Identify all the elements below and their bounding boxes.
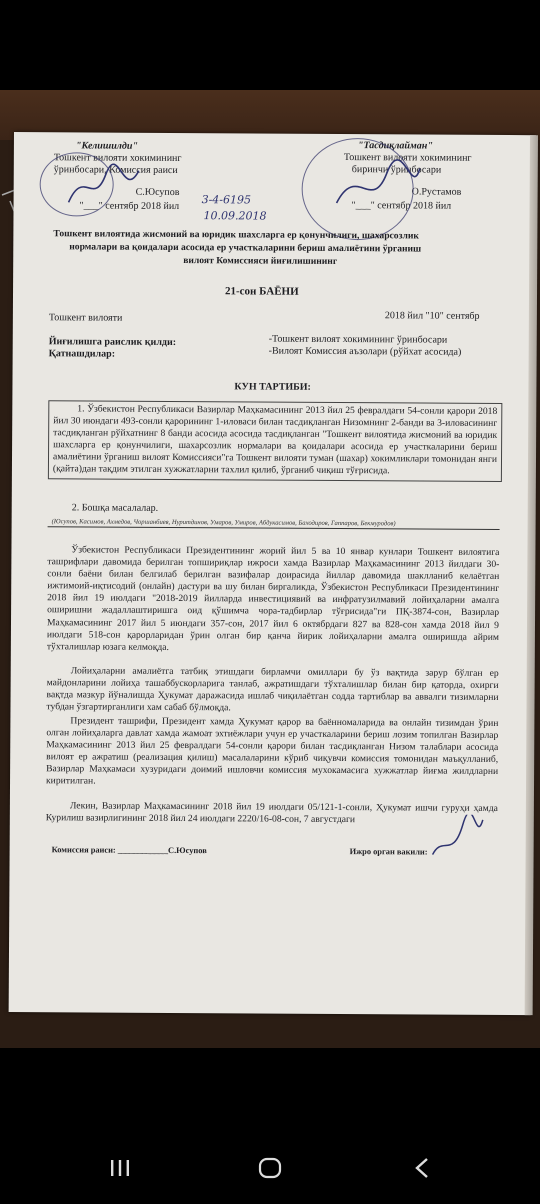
footer-chair: Комиссия раиси: ____________С.Юсупов [51,845,207,856]
home-icon [258,1157,282,1179]
recents-icon [109,1158,131,1178]
agenda-item-1: 1. Ўзбекистон Республикаси Вазирлар Маҳкамасининг 2013 йил 25 февралдаги 54-сонли қарори 2018 йил 30 июндаги 493-сонли қарорининг 1-иловаси билан тасдиқланган Низомнинг 2-банди ва 3-иловасининг тасдиқланган рўйхатнинг 8 банди асосида асосида тасдиқланган "Тошкент вилоятида жисмоний ва юридик шахсларга ер қонунчилиги, шахарсозлик нормалари ва қоидалари асосида ер участкаларини бериш амалиётини ўрганиш вилоят Комиссияси"га Тошкент вилояти туман (шахар) хокимликлари томонидан янги (қайта)дан тақдим этилган хужжатларни тахлил қилиб, ўрганиб чиқиш тўғрисида. [48,400,502,481]
left-approval-title: "Келишилди" [75,140,139,152]
footer-executor: Ижро орган вакили: [349,847,428,857]
right-approval-line1: Тошкент вилояти хокимининг [343,152,472,164]
left-approval-line2: ўринбосари, Комиссия раиси [53,164,178,177]
handwritten-number: 3-4-6195 [201,193,252,207]
right-approval-title: "Тасдиқлайман" [357,140,433,152]
right-approval-line2: биринчи ўринбосари [351,164,442,176]
place: Тошкент вилояти [48,312,123,324]
right-approval-date: "___" сентябр 2018 йил [351,200,452,212]
chair-value: -Тошкент вилоят хокимининг ўринбосари [268,333,448,346]
agenda-heading: КУН ТАРТИБИ: [234,381,311,393]
paper-sheet [9,132,536,1015]
recents-button[interactable] [100,1148,140,1188]
doc-title-line2: нормалари ва қоидалари асосида ер участкаларини бериш амалиётини ўрганиш [69,241,422,255]
handwritten-date: 10.09.2018 [203,209,267,223]
back-icon [414,1157,430,1179]
navigation-bar [0,1130,540,1204]
right-approval-signer: О.Рустамов [411,186,462,198]
agenda-item-2: 2. Бошқа масалалар. [71,502,159,514]
right-signature [331,158,421,219]
left-approval-signer: С.Юсупов [135,186,180,199]
home-button[interactable] [250,1148,290,1188]
left-signature [64,162,144,212]
document-photo [0,90,540,1048]
doc-date: 2018 йил "10" сентябр [384,310,480,322]
back-button[interactable] [402,1148,442,1188]
participants-value: -Вилоят Комиссия аъзолари (рўйхат асосида) [268,345,462,358]
chair-label: Йиғилишга раислик қилди: [48,336,177,348]
protocol-number: 21-сон БАЁНИ [224,285,299,298]
left-approval-line1: Тошкент вилояти хокимининг [53,152,182,165]
agenda-names: (Юсупов, Касимов, Ахмедов, Чоршанбиев, Нуритдинов, Умаров, Умиров, Абдукасимов, Баходиров, Гаппаров, Бекмуродов) [51,518,396,528]
body-paragraph-3: Президент ташрифи, Президент хамда Ҳукумат қарор ва баённомаларида ва онлайн тизимдан ўрин олган лойиҳаларга давлат хамда жамоат эхтиёжлари учун ер участкаларини бериш лозим топилган Вазирлар Маҳкамасининг 2013 йил 25 февралдаги 54-сонли қарори билан тасдиқланган Низом талаблари асосида вилоят ер ажратиш (реализация қилиш) масалаларини кўриб чиқувчи комиссия томонидан маъқулланиб, Вазирлар Маҳкамаси хузуридаги доимий ишловчи комиссия мухокамасига хужжатлар йиғма жилдларни киритилган. [46,715,499,787]
doc-title-line1: Тошкент вилоятида жисмоний ва юридик шахсларга ер қонунчилиги, шахарсозлик [53,228,419,242]
participants-label: Қатнашдилар: [48,348,116,360]
footer-signature [428,815,488,865]
paper-edge [525,135,538,1015]
doc-title-line3: вилоят Комиссияси йиғилишининг [183,255,338,267]
body-paragraph-4: Лекин, Вазирлар Маҳкамасининг 2018 йил 19 июлдаги 05/121-1-сонли, Ҳукумат ишчи гуруҳи ҳамда Курилиш вазирлигининг 2018 йил 24 июлдаги 2220/16-08-сон, 7 августдаги [45,800,498,826]
left-approval-date: "___" сентябр 2018 йил [79,200,180,213]
body-paragraph-2: Лойиҳаларни амалиётга татбиқ этишдаги бирламчи омиллари бу ўз вақтида зарур бўлган ер майдонларини лойиҳа ташаббускорларига танлаб, ажратишдаги тўхталишлар билан бир қаторда, охирги вақтда мазкур йўналишда Ҳукумат даражасида ишлаб чиқилаётган содда тартиблар ва аввалги тизимларни тубдан ўзгартирганлиги хам сабаб бўлмоқда. [46,665,499,714]
body-paragraph-1: Ўзбекистон Республикаси Президентининг жорий йил 5 ва 10 январ кунлари Тошкент вилоятига ташрифлари давомида берилган топшириқлар ижроси хамда Вазирлар Маҳкамасининг 2013 йилдаги 30-сонли баёни билан белгилаб берилган вазифалар доирасида йиллар давомида шаклланиб келаётган ижтимоий-иқтисодий (онлайн) дастури ва шу билан биргаликда, Ўзбекистон Республикаси Президентининг 2018 йил 19 июлдаги "2018-2019 йилларда инвестициявий ва инфратузилмавий лойиҳаларни амалга оширишни жадаллаштиришга оид қўшимча чора-тадбирлар тўғрисида"ги ПҚ-3874-сон, Вазирлар Маҳкамасининг 2017 йил 5 июндаги 357-сон, 2017 йил 6 октябрдаги 827 ва 828-сон хамда 2018 йил 9 июлдаги 518-сон қарорларидан ўрин олган бир қанча йирик лойиҳаларни амалга оширишда айрим тўхталишлар юзага келмоқда. [46,544,500,653]
